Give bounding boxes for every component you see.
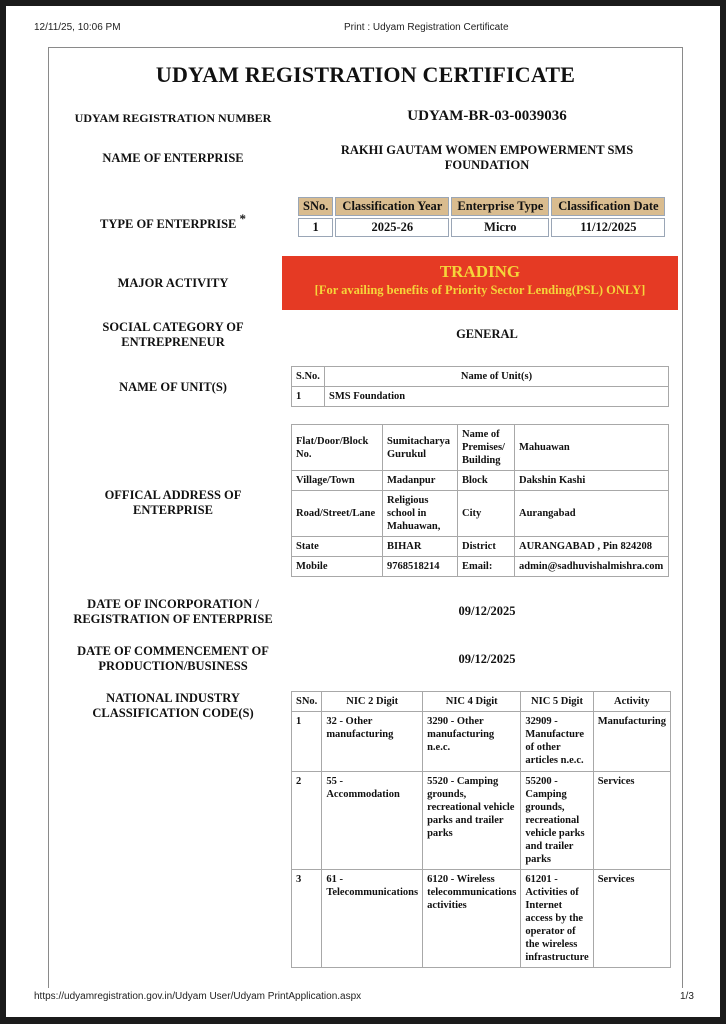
social-category-label-line2: ENTREPRENEUR: [121, 335, 225, 349]
cell: 6120 - Wireless telecommunications activities: [423, 870, 521, 968]
table-row: [292, 712, 671, 772]
address-label: [49, 488, 297, 518]
col-enterprise-type: Enterprise Type: [451, 197, 549, 216]
social-category-label: [49, 320, 297, 350]
psl-note: [For availing benefits of Priority Sector Lending(PSL) ONLY]: [314, 283, 646, 297]
major-activity-value: TRADING: [439, 262, 521, 281]
certificate-title: UDYAM REGISTRATION CERTIFICATE: [155, 62, 576, 87]
cell: 2025-26: [335, 218, 449, 237]
email-link[interactable]: admin@sadhuvishalmishra.com: [515, 557, 669, 577]
enterprise-name-line1: RAKHI GAUTAM WOMEN EMPOWERMENT SMS: [340, 143, 634, 157]
commencement-label-line1: DATE OF COMMENCEMENT OF: [77, 644, 269, 658]
table-row: [292, 425, 669, 471]
table-row: [292, 387, 669, 407]
table-row: [292, 557, 669, 577]
cell: Micro: [451, 218, 549, 237]
cell: Mobile: [292, 557, 383, 577]
required-asterisk: *: [239, 211, 246, 226]
table-row: [298, 218, 665, 237]
units-label: NAME OF UNIT(S): [119, 380, 227, 394]
print-url: https://udyamregistration.gov.in/Udyam User/Udyam PrintApplication.aspx: [34, 991, 362, 1002]
cell: Block: [458, 471, 515, 491]
cell: Dakshin Kashi: [515, 471, 669, 491]
cell: 61 - Telecommunications: [322, 870, 423, 968]
social-category-label-line1: SOCIAL CATEGORY OF: [102, 320, 244, 334]
table-row: [292, 537, 669, 557]
col-sno: S.No.: [292, 367, 325, 387]
cell: District: [458, 537, 515, 557]
cell: 1: [292, 712, 322, 772]
major-activity-label: MAJOR ACTIVITY: [117, 276, 229, 290]
cell: 9768518214: [383, 557, 458, 577]
cell: 3: [292, 870, 322, 968]
nic-label-line2: CLASSIFICATION CODE(S): [92, 706, 254, 720]
cell: Madanpur: [383, 471, 458, 491]
nic-label-line1: NATIONAL INDUSTRY: [106, 691, 240, 705]
cell: Road/Street/Lane: [292, 491, 383, 537]
incorporation-date-label: [49, 597, 297, 627]
major-activity-banner: [282, 256, 678, 310]
cell: 2: [292, 772, 322, 870]
print-title: Print : Udyam Registration Certificate: [344, 22, 509, 33]
col-classification-date: Classification Date: [551, 197, 665, 216]
cell: Village/Town: [292, 471, 383, 491]
enterprise-name-line2: FOUNDATION: [444, 158, 530, 172]
col-nic2: NIC 2 Digit: [322, 692, 423, 712]
commencement-date-label: [49, 644, 297, 674]
cell: 55200 - Camping grounds, recreational vehicle parks and trailer parks: [521, 772, 593, 870]
cell: Religious school in Mahuawan,: [383, 491, 458, 537]
incorporation-label-line2: REGISTRATION OF ENTERPRISE: [73, 612, 273, 626]
address-table: [291, 424, 669, 577]
cell: 11/12/2025: [551, 218, 665, 237]
table-row: [292, 471, 669, 491]
cell: 61201 - Activities of Internet access by the operator of the wireless infrastructure: [521, 870, 593, 968]
cell: Manufacturing: [593, 712, 670, 772]
page-number: 1/3: [680, 991, 694, 1002]
enterprise-name-value: [297, 143, 677, 173]
table-row: [292, 870, 671, 968]
commencement-date-value: 09/12/2025: [458, 652, 516, 666]
col-sno: SNo.: [292, 692, 322, 712]
cell: 3290 - Other manufacturing n.e.c.: [423, 712, 521, 772]
address-label-line1: OFFICAL ADDRESS OF: [104, 488, 242, 502]
cell: Email:: [458, 557, 515, 577]
col-classification-year: Classification Year: [335, 197, 449, 216]
cell: 5520 - Camping grounds, recreational vehicle parks and trailer parks: [423, 772, 521, 870]
units-table: [291, 366, 669, 407]
cell: City: [458, 491, 515, 537]
nic-table: [291, 691, 671, 968]
cell: 32 - Other manufacturing: [322, 712, 423, 772]
cell: Services: [593, 870, 670, 968]
table-row: [292, 772, 671, 870]
incorporation-date-value: 09/12/2025: [458, 604, 516, 618]
cell: Sumitacharya Gurukul: [383, 425, 458, 471]
col-unit-name: Name of Unit(s): [325, 367, 669, 387]
cell: SMS Foundation: [325, 387, 669, 407]
cell: Mahuawan: [515, 425, 669, 471]
col-nic5: NIC 5 Digit: [521, 692, 593, 712]
cell: 1: [292, 387, 325, 407]
cell: Flat/Door/Block No.: [292, 425, 383, 471]
incorporation-label-line1: DATE OF INCORPORATION /: [87, 597, 259, 611]
enterprise-type-label-text: TYPE OF ENTERPRISE: [100, 217, 237, 232]
cell: AURANGABAD , Pin 824208: [515, 537, 669, 557]
social-category-value: GENERAL: [456, 327, 518, 341]
cell: Services: [593, 772, 670, 870]
nic-label: [49, 691, 297, 721]
commencement-label-line2: PRODUCTION/BUSINESS: [98, 659, 248, 673]
classification-table: [296, 195, 667, 239]
cell: Name of Premises/ Building: [458, 425, 515, 471]
print-page: [6, 6, 720, 1017]
cell: 32909 - Manufacture of other articles n.e.c.: [521, 712, 593, 772]
col-sno: SNo.: [298, 197, 333, 216]
registration-number-value: UDYAM-BR-03-0039036: [407, 108, 567, 124]
cell: Aurangabad: [515, 491, 669, 537]
cell: BIHAR: [383, 537, 458, 557]
enterprise-type-label: [49, 211, 297, 232]
certificate: [48, 47, 683, 988]
col-nic4: NIC 4 Digit: [423, 692, 521, 712]
cell: State: [292, 537, 383, 557]
registration-number-label: UDYAM REGISTRATION NUMBER: [74, 111, 272, 125]
table-row: [292, 491, 669, 537]
enterprise-name-label: NAME OF ENTERPRISE: [102, 151, 244, 165]
col-activity: Activity: [593, 692, 670, 712]
print-datetime: 12/11/25, 10:06 PM: [34, 22, 121, 33]
address-label-line2: ENTERPRISE: [133, 503, 213, 517]
cell: 1: [298, 218, 333, 237]
cell: 55 - Accommodation: [322, 772, 423, 870]
